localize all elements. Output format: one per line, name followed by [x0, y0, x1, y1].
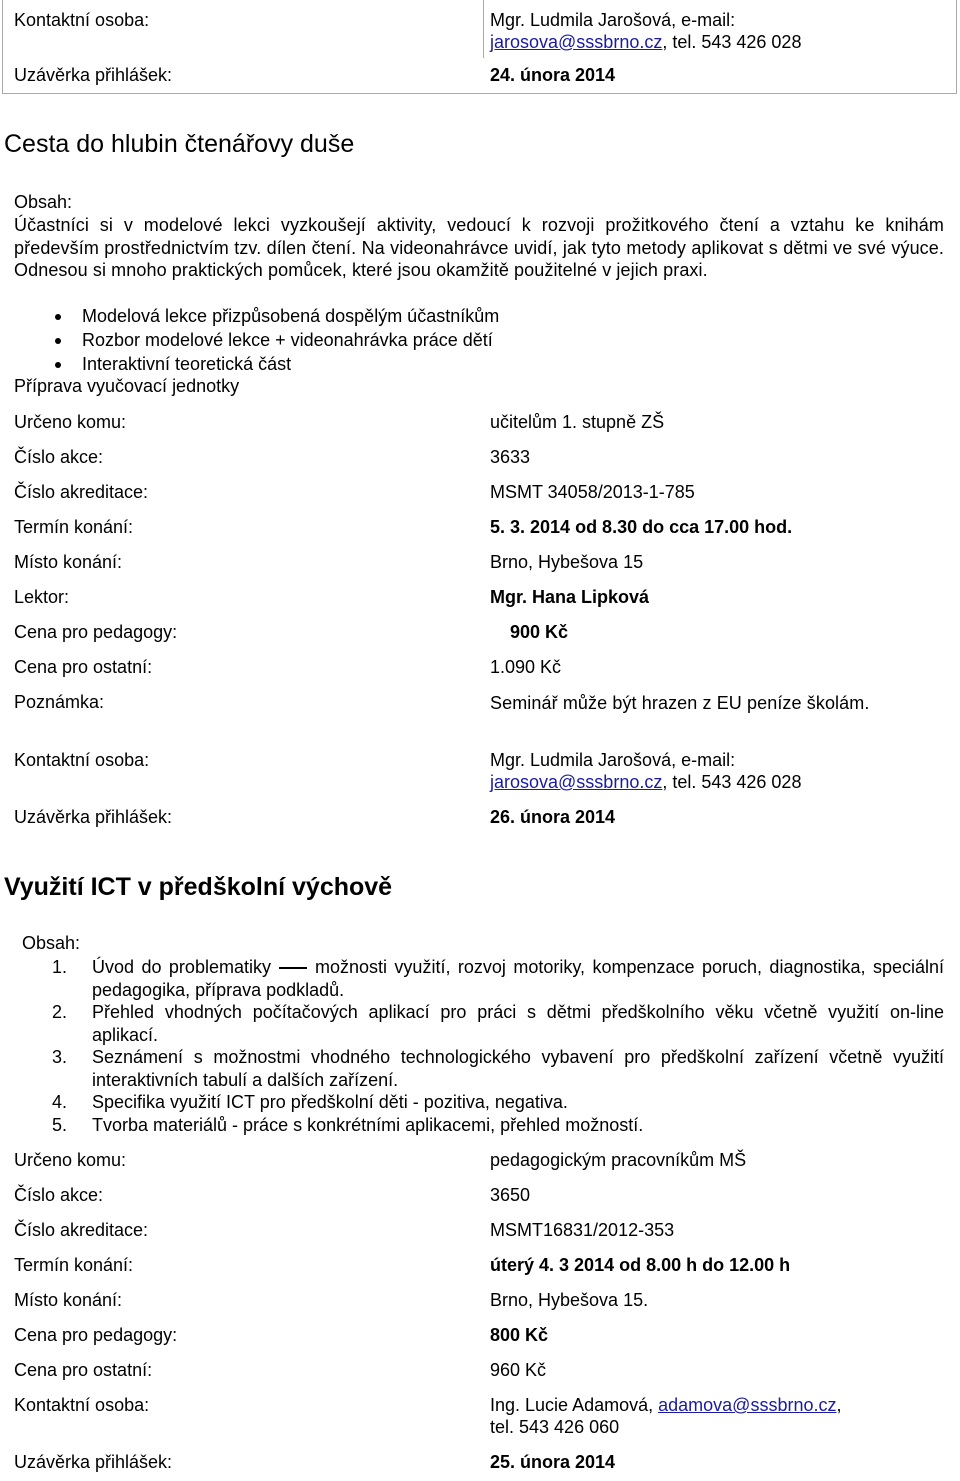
course1-value-audience: učitelům 1. stupně ZŠ — [490, 412, 665, 432]
course1-label-action-no: Číslo akce: — [14, 447, 104, 467]
course1-deadline-label: Uzávěrka přihlášek: — [14, 807, 173, 827]
course1-value-accreditation: MSMT 34058/2013-1-785 — [490, 482, 695, 502]
course1-contact-label: Kontaktní osoba: — [14, 750, 150, 770]
course1-description: Účastníci si v modelové lekci vyzkoušejí aktivity, vedoucí k rozvoji prožitkového čtení a vztahu ke knihám především prostřednictvím tzv. dílen čtení. Na videonahrávce uvidí, jak tyto metody aplikovat s dětmi ve své výuce. Odnesou si mnoho praktických pomůcek, které jsou okamžitě použitelné v jejich praxi. — [14, 215, 944, 280]
bullet-icon — [55, 338, 61, 344]
course1-bullet-list — [0, 305, 499, 377]
course2-label-accreditation: Číslo akreditace: — [14, 1220, 149, 1240]
top-contact-line — [490, 32, 801, 53]
course1-label-price-others: Cena pro ostatní: — [14, 657, 153, 677]
top-contact-label: Kontaktní osoba: — [14, 10, 150, 30]
course2-contact-phone: tel. 543 426 060 — [490, 1417, 620, 1437]
course1-title: Cesta do hlubin čtenářovy duše — [4, 130, 355, 158]
course2-title: Využití ICT v předškolní výchově — [4, 873, 393, 901]
course2-label-price-teachers: Cena pro pedagogy: — [14, 1325, 178, 1345]
course2-list-item: 2. Přehled vhodných počítačových aplikací pro práci s dětmi předškolního věku včetně využití on-line aplikací. — [52, 1002, 944, 1045]
course1-value-lector: Mgr. Hana Lipková — [490, 587, 650, 607]
course1-value-price-others: 1.090 Kč — [490, 657, 562, 677]
course1-contact-email-link[interactable]: jarosova@sssbrno.cz — [490, 772, 663, 792]
course1-contact-phone: , tel. 543 426 028 — [662, 772, 802, 792]
course2-contact-email-link[interactable]: adamova@sssbrno.cz — [658, 1395, 837, 1415]
course2-label-date: Termín konání: — [14, 1255, 134, 1275]
course1-value-action-no: 3633 — [490, 447, 531, 467]
course2-value-accreditation: MSMT16831/2012-353 — [490, 1220, 675, 1240]
course2-contact-name: Ing. Lucie Adamová, — [490, 1395, 654, 1415]
course2-value-price-teachers: 800 Kč — [490, 1325, 549, 1345]
course1-label-place: Místo konání: — [14, 552, 123, 572]
course1-extra-line: Příprava vyučovací jednotky — [14, 376, 240, 396]
top-contact-phone: , tel. 543 426 028 — [662, 32, 802, 52]
course1-contact-line — [490, 772, 801, 793]
course2-deadline-label: Uzávěrka přihlášek: — [14, 1452, 173, 1472]
dash-icon — [279, 967, 307, 969]
course1-value-place: Brno, Hybešova 15 — [490, 552, 644, 572]
course2-list-item: 5. Tvorba materiálů - práce s konkrétními aplikacemi, přehled možností. — [52, 1114, 644, 1135]
course1-value-price-teachers: 900 Kč — [510, 622, 569, 642]
course1-bullet-item: Modelová lekce přizpůsobená dospělým účastníkům — [0, 305, 499, 329]
course2-value-audience: pedagogickým pracovníkům MŠ — [490, 1150, 747, 1170]
course1-value-date: 5. 3. 2014 od 8.30 do cca 17.00 hod. — [490, 517, 793, 537]
top-deadline-value: 24. února 2014 — [490, 65, 616, 85]
course2-label-price-others: Cena pro ostatní: — [14, 1360, 153, 1380]
top-contact-email-link[interactable]: jarosova@sssbrno.cz — [490, 32, 663, 52]
course2-contact-label: Kontaktní osoba: — [14, 1395, 150, 1415]
course2-content-label: Obsah: — [22, 933, 81, 953]
course1-content-label: Obsah: — [14, 192, 73, 212]
course2-value-place: Brno, Hybešova 15. — [490, 1290, 649, 1310]
top-deadline-label: Uzávěrka přihlášek: — [14, 65, 173, 85]
course1-value-note: Seminář může být hrazen z EU peníze školám. — [490, 693, 870, 713]
top-contact-name: Mgr. Ludmila Jarošová, e-mail: — [490, 10, 736, 30]
course2-list-item: 1. Úvod do problematiky možnosti využití, rozvoj motoriky, kompenzace poruch, diagnostika, speciální pedagogika, příprava podkladů. — [52, 957, 944, 1000]
course1-bullet-item: Rozbor modelové lekce + videonahrávka práce dětí — [0, 329, 499, 353]
bullet-icon — [55, 362, 61, 368]
course2-label-audience: Určeno komu: — [14, 1150, 127, 1170]
course2-list-item: 3. Seznámení s možnostmi vhodného technologického vybavení pro předškolní zařízení včetně využití interaktivních tabulí a dalších zařízení. — [52, 1047, 944, 1090]
course1-contact-name: Mgr. Ludmila Jarošová, e-mail: — [490, 750, 736, 770]
course2-contact-line: Ing. Lucie Adamová, adamova@sssbrno.cz, — [490, 1395, 842, 1415]
course2-value-date: úterý 4. 3 2014 od 8.00 h do 12.00 h — [490, 1255, 791, 1275]
course2-value-action-no: 3650 — [490, 1185, 531, 1205]
course1-label-note: Poznámka: — [14, 692, 105, 712]
course2-value-price-others: 960 Kč — [490, 1360, 547, 1380]
course1-label-audience: Určeno komu: — [14, 412, 127, 432]
course1-label-lector: Lektor: — [14, 587, 70, 607]
course1-label-accreditation: Číslo akreditace: — [14, 482, 149, 502]
course2-label-place: Místo konání: — [14, 1290, 123, 1310]
bullet-icon — [55, 314, 61, 320]
course2-label-action-no: Číslo akce: — [14, 1185, 104, 1205]
course1-deadline-value: 26. února 2014 — [490, 807, 616, 827]
course1-bullet-item: Interaktivní teoretická část — [0, 353, 499, 377]
course1-label-date: Termín konání: — [14, 517, 134, 537]
course1-label-price-teachers: Cena pro pedagogy: — [14, 622, 178, 642]
course2-deadline-value: 25. února 2014 — [490, 1452, 616, 1472]
course2-content-list — [52, 956, 944, 1136]
course2-list-item: 4. Specifika využití ICT pro předškolní děti - pozitiva, negativa. — [52, 1092, 568, 1112]
